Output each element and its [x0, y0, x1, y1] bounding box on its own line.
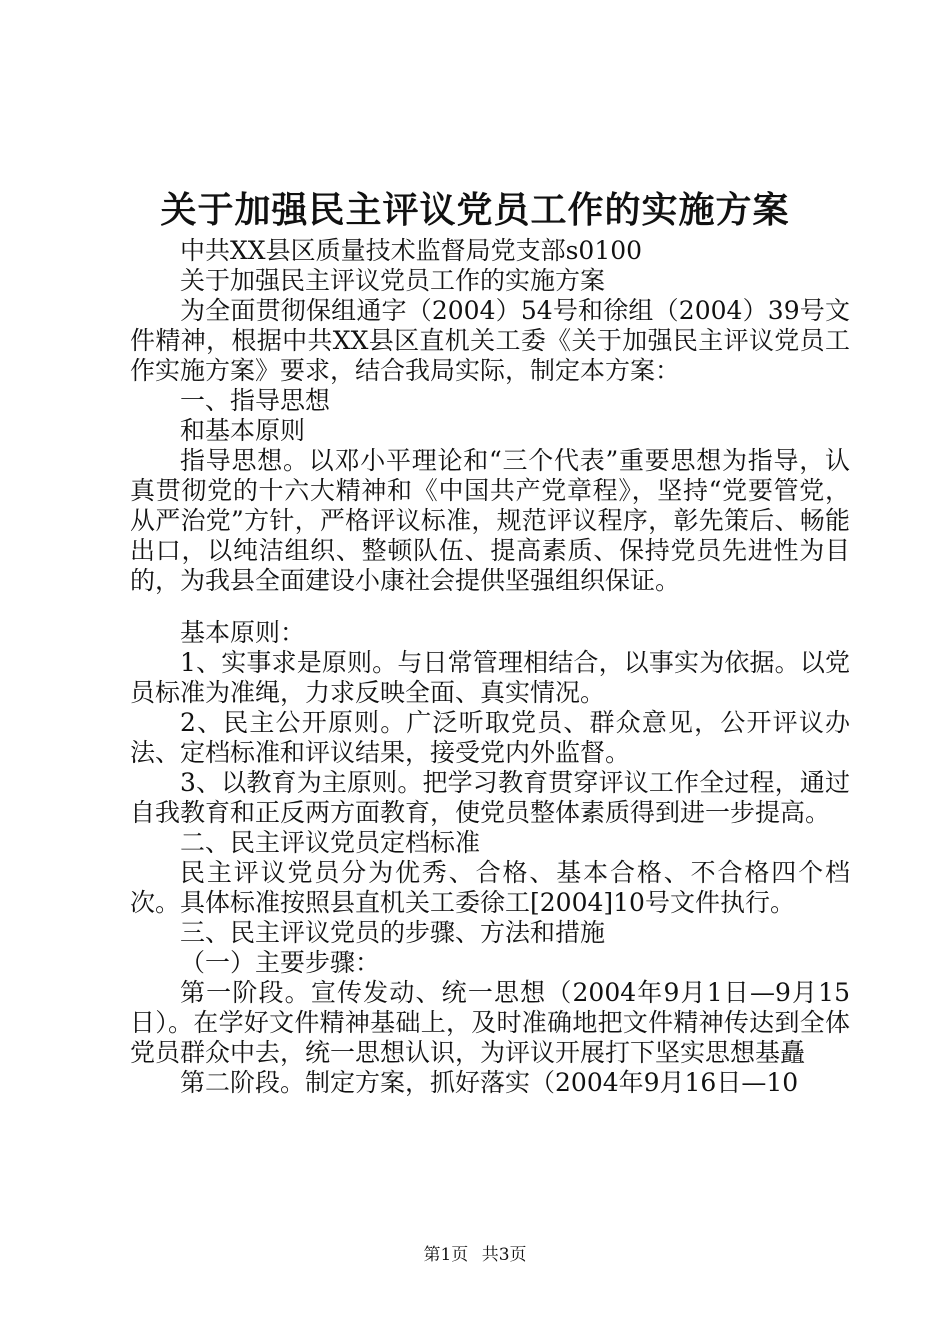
paragraph: 关于加强民主评议党员工作的实施方案 — [180, 266, 606, 295]
paragraph-gap — [130, 596, 850, 618]
paragraph: 第一阶段。宣传发动、统一思想（2004年9月1日—9月15日）。在学好文件精神基础上，及时准确地把文件精神传达到全体党员群众中去，统一思想认识，为评议开展打下坚实思想基矗 — [130, 978, 850, 1067]
paragraph: 3、以教育为主原则。把学习教育贯穿评议工作全过程，通过自我教育和正反两方面教育，使党员整体素质得到进一步提高。 — [130, 768, 850, 827]
paragraph: 第二阶段。制定方案，抓好落实（2004年9月16日—10 — [180, 1068, 799, 1097]
paragraph: 为全面贯彻保组通字（2004）54号和徐组（2004）39号文件精神，根据中共XX县区直机关工委《关于加强民主评议党员工作实施方案》要求，结合我局实际，制定本方案： — [130, 296, 850, 385]
paragraph: 2、民主公开原则。广泛听取党员、群众意见，公开评议办法、定档标准和评议结果，接受党内外监督。 — [130, 708, 850, 767]
section-heading: 三、民主评议党员的步骤、方法和措施 — [180, 918, 606, 947]
section-heading: 一、指导思想 — [180, 386, 331, 415]
paragraph: 指导思想。以邓小平理论和“三个代表”重要思想为指导，认真贯彻党的十六大精神和《中国共产党章程》，坚持“党要管党，从严治党”方针，严格评议标准，规范评议程序，彰先策后、畅能出口，以纯洁组织、整顿队伍、提高素质、保持党员先进性为目的，为我县全面建设小康社会提供坚强组织保证。 — [130, 446, 850, 595]
page-total: 共3页 — [481, 1245, 527, 1265]
document-body — [130, 236, 850, 1098]
section-heading: （一）主要步骤： — [180, 948, 381, 977]
page-number: 第1页 — [423, 1245, 469, 1265]
section-heading: 基本原则： — [180, 618, 306, 647]
paragraph: 民主评议党员分为优秀、合格、基本合格、不合格四个档次。具体标准按照县直机关工委徐工[2004]10号文件执行。 — [130, 858, 850, 917]
paragraph: 中共XX县区质量技术监督局党支部s0100 — [180, 236, 643, 265]
paragraph: 1、实事求是原则。与日常管理相结合，以事实为依据。以党员标准为准绳，力求反映全面、真实情况。 — [130, 648, 850, 707]
page-footer — [0, 1244, 950, 1266]
section-heading: 和基本原则 — [180, 416, 306, 445]
section-heading: 二、民主评议党员定档标准 — [180, 828, 481, 857]
document-title: 关于加强民主评议党员工作的实施方案 — [160, 189, 790, 231]
